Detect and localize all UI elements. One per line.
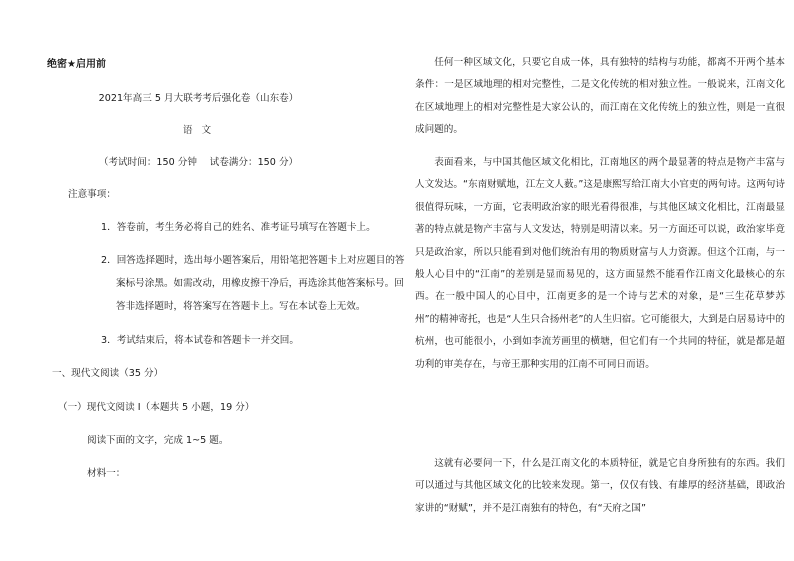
note-2-line-2: 案标号涂黑。如需改动，用橡皮擦干净后，再选涂其他答案标号。回 (116, 278, 404, 289)
material-label: 材料一： (87, 468, 126, 479)
reading-instruction: 阅读下面的文字，完成 1~5 题。 (87, 435, 229, 446)
note-3: 3．考试结束后，将本试卷和答题卡一并交回。 (101, 335, 299, 346)
paragraph-1: 任何一种区域文化，只要它自成一体，具有独特的结构与功能，都离不开两个基本条件：一是区域地理的相对完整性，二是文化传统的相对独立性。一般说来，江南文化在区域地理上的相对完整性是大家公认的，而江南在文化传统上的独立性，则是一直很成问题的。 (415, 57, 785, 136)
note-1: 1．答卷前，考生务必将自己的姓名、准考证号填写在答题卡上。 (101, 222, 376, 233)
section-heading: 一、现代文阅读（35 分） (52, 368, 164, 379)
right-column (415, 0, 785, 561)
exam-info: （考试时间：150 分钟 试卷满分：150 分） (98, 157, 299, 168)
secrecy-mark: 绝密★启用前 (47, 59, 106, 70)
subsection-heading: （一）现代文阅读 I（本题共 5 小题，19 分） (58, 402, 255, 413)
paragraph-3: 这就有必要问一下，什么是江南文化的本质特征，就是它自身所独有的东西。我们可以通过与其他区域文化的比较来发现。第一，仅仅有钱、有雄厚的经济基础，即政治家讲的“财赋”，并不是江南独有的特色，有“天府之国” (415, 458, 785, 514)
paragraph-2: 表面看来，与中国其他区域文化相比，江南地区的两个最显著的特点是物产丰富与人文发达。“东南财赋地，江左文人薮。”这是康熙写给江南大小官吏的两句诗。这两句诗很值得玩味，一方面，它表明政治家的眼光看得很准，与其他区域文化相比，江南最显著的特点就是物产丰富与人文发达，特别是明清以来。另一方面还可以说，政治家毕竟只是政治家，所以只能看到对他们统治有用的物质财富与人力资源。但这个江南，与一般人心目中的“江南”的差别是显而易见的，这方面显然不能看作江南文化最核心的东西。在一般中国人的心目中，江南更多的是一个诗与艺术的对象，是“三生花草梦苏州”的精神寄托，也是“人生只合扬州老”的人生归宿。它可能很大，大到是白居易诗中的杭州，也可能很小，小到如李流芳画里的横塘，但它们有一个共同的特征，就是都是超功利的审美存在，与帝王那种实用的江南不可同日而语。 (415, 157, 785, 370)
note-2-line-3: 答非选择题时，将答案写在答题卡上。写在本试卷上无效。 (116, 301, 366, 312)
notes-heading: 注意事项： (68, 189, 116, 200)
subject-title: 语 文 (182, 125, 215, 136)
exam-title: 2021年高三 5 月大联考考后强化卷（山东卷） (98, 93, 299, 104)
note-2-line-1: 2．回答选择题时，选出每小题答案后，用铅笔把答题卡上对应题目的答 (101, 255, 405, 266)
